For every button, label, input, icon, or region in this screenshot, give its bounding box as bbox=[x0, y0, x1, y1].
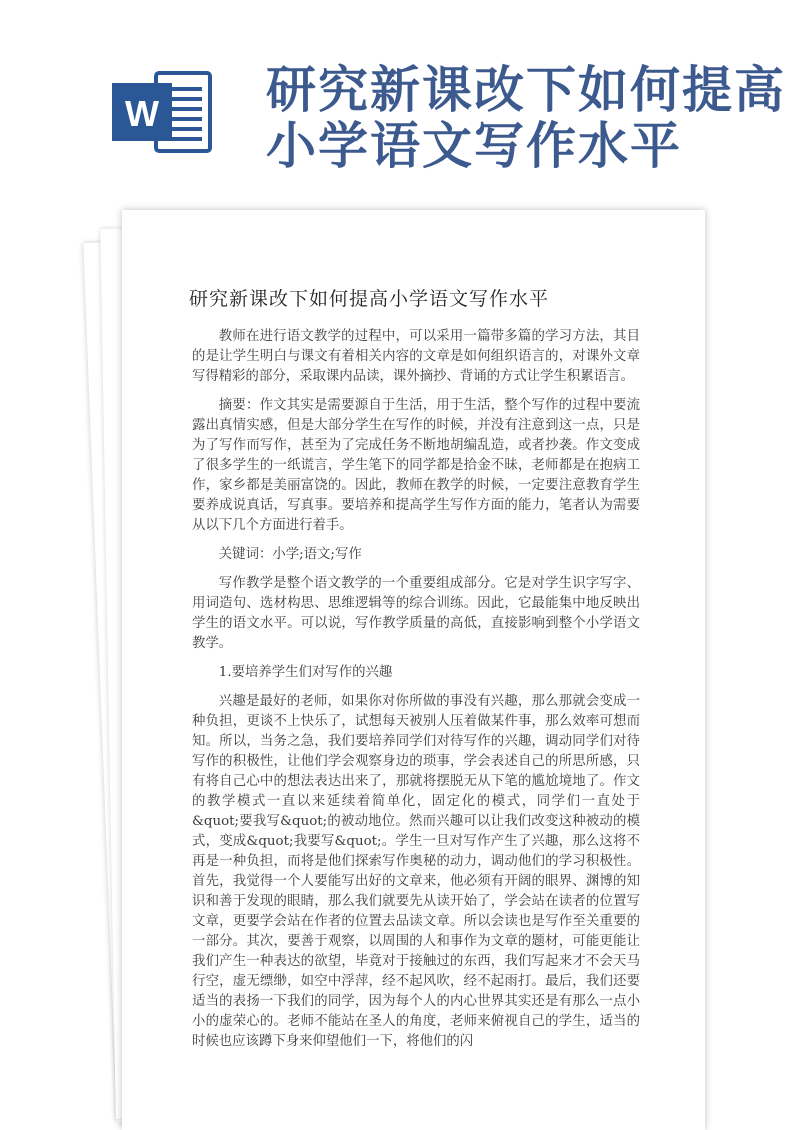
page-title-line2: 小学语文写作水平 bbox=[266, 117, 682, 175]
page-title-line1: 研究新课改下如何提高 bbox=[266, 61, 786, 119]
body-paragraph: 兴趣是最好的老师，如果你对你所做的事没有兴趣，那么那就会变成一种负担，更谈不上快乐了，试想每天被别人压着做某件事，那么效率可想而知。所以，当务之急，我们要培养同学们对待写作的兴趣，调动同学们对待写作的积极性，让他们学会观察身边的琐事，学会表述自己的所思所感，只有将自己心中的想法表达出来了，那就将摆脱无从下笔的尴尬境地了。作文的教学模式一直以来延续着简单化，固定化的模式，同学们一直处于&quot;要我写&quot;的被动地位。然而兴趣可以让我们改变这种被动的模式，变成&quot;我要写&quot;。学生一旦对写作产生了兴趣，那么这将不再是一种负担，而将是他们探索写作奥秘的动力，调动他们的学习积极性。首先，我觉得一个人要能写出好的文章来，他必须有开阔的眼界、渊博的知识和善于发现的眼睛，那么我们就要先从读开始了，学会站在读者的位置写文章，更要学会站在作者的位置去品读文章。所以会读也是写作至关重要的一部分。其次，要善于观察，以周围的人和事作为文章的题材，可能更能让我们产生一种表达的欲望，毕竟对于接触过的东西，我们写起来才不会天马行空，虚无缥缈，如空中浮萍，经不起风吹，经不起雨打。最后，我们还要适当的表扬一下我们的同学，因为每个人的内心世界其实还是有那么一点小小的虚荣心的。老师不能站在圣人的角度，老师来俯视自己的学生，适当的时候也应该蹲下身来仰望他们一下，将他们的闪 bbox=[192, 694, 640, 1049]
keywords-paragraph: 关键词：小学;语文;写作 bbox=[218, 547, 362, 562]
document-page bbox=[122, 210, 705, 1130]
document-title: 研究新课改下如何提高小学语文写作水平 bbox=[189, 288, 550, 310]
page-header bbox=[0, 0, 800, 200]
document-body bbox=[192, 327, 640, 1061]
word-document-icon bbox=[110, 63, 218, 159]
abstract-paragraph: 摘要：作文其实是需要源自于生活，用于生活，整个写作的过程中要流露出真情实感，但是大部分学生在写作的时候，并没有注意到这一点，只是为了写作而写作，甚至为了完成任务不断地胡编乱造，或者抄袭。作文变成了很多学生的一纸谎言，学生笔下的同学都是拾金不昧，老师都是在抱病工作，家乡都是美丽富饶的。因此，教师在教学的时候，一定要注意教育学生要养成说真话，写真事。要培养和提高学生写作方面的能力，笔者认为需要从以下几个方面进行着手。 bbox=[192, 398, 640, 533]
intro-paragraph: 教师在进行语文教学的过程中，可以采用一篇带多篇的学习方法，其目的是让学生明白与课文有着相关内容的文章是如何组织语言的，对课外文章写得精彩的部分，采取课内品读，课外摘抄、背诵的方式让学生积累语言。 bbox=[192, 329, 640, 384]
body-paragraph: 写作教学是整个语文教学的一个重要组成部分。它是对学生识字写字、用词造句、选材构思、思维逻辑等的综合训练。因此，它最能集中地反映出学生的语文水平。可以说，写作教学质量的高低，直接影响到整个小学语文教学。 bbox=[192, 576, 640, 651]
section-heading: 1.要培养学生们对写作的兴趣 bbox=[218, 665, 393, 680]
word-icon-letter: W bbox=[125, 93, 159, 134]
